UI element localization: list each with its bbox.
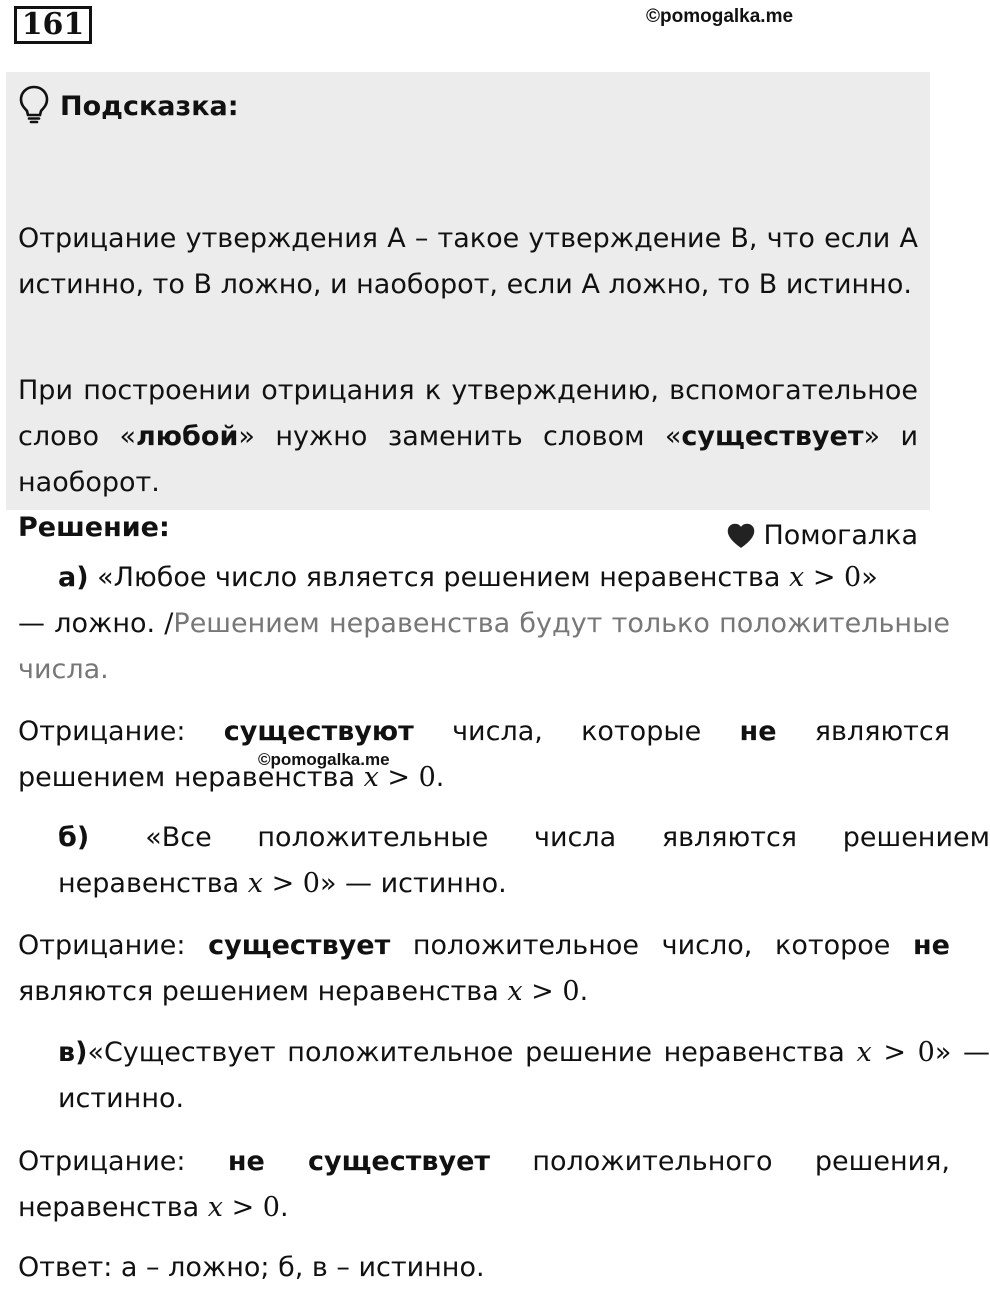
task-number: 161 [14,6,92,44]
watermark-middle: ©pomogalka.me [258,750,390,769]
part-a-verdict: — ложно. /Решением неравенства будут только положительные числа. [18,608,950,685]
brand-name: Помогалка [763,520,918,551]
solution-title: Решение: [18,512,170,543]
lightbulb-icon [18,84,50,128]
part-a-statement: а) «Любое число является решением неравенства x > 0» [58,562,878,593]
part-a-label: а) [58,562,89,593]
part-c-label: в) [58,1037,88,1068]
part-c-negation: Отрицание: не существует положительного решения, неравенства x > 0. [18,1146,950,1223]
part-b-statement: б) «Все положительные числа являются решением неравенства x > 0» — истинно. [58,822,990,899]
hint-keyword-any: любой [136,421,239,452]
part-b-negation: Отрицание: существует положительное число, которое не являются решением неравенства x > 0. [18,930,950,1007]
answer: Ответ: а – ложно; б, в – истинно. [18,1252,485,1283]
brand-signature [727,520,918,551]
part-a-negation: Отрицание: существуют числа, которые не являются решением неравенства x > 0. [18,716,950,793]
hint-header [18,84,239,128]
heart-icon [727,523,755,549]
hint-paragraph-2: При построении отрицания к утверждению, вспомогательное слово «любой» нужно заменить словом «существует» и наоборот. [18,375,919,498]
hint-title: Подсказка: [60,90,239,122]
hint-keyword-exists: существует [681,421,864,452]
watermark-top: ©pomogalka.me [646,6,794,27]
hint-paragraph-1: Отрицание утверждения A – такое утверждение B, что если A истинно, то B ложно, и наоборот, если A ложно, то B истинно. [18,223,918,300]
part-a-note: Решением неравенства будут только положительные числа. [18,608,950,685]
part-b-label: б) [58,822,90,853]
part-c-statement: в)«Существует положительное решение неравенства x > 0» — истинно. [58,1037,990,1114]
